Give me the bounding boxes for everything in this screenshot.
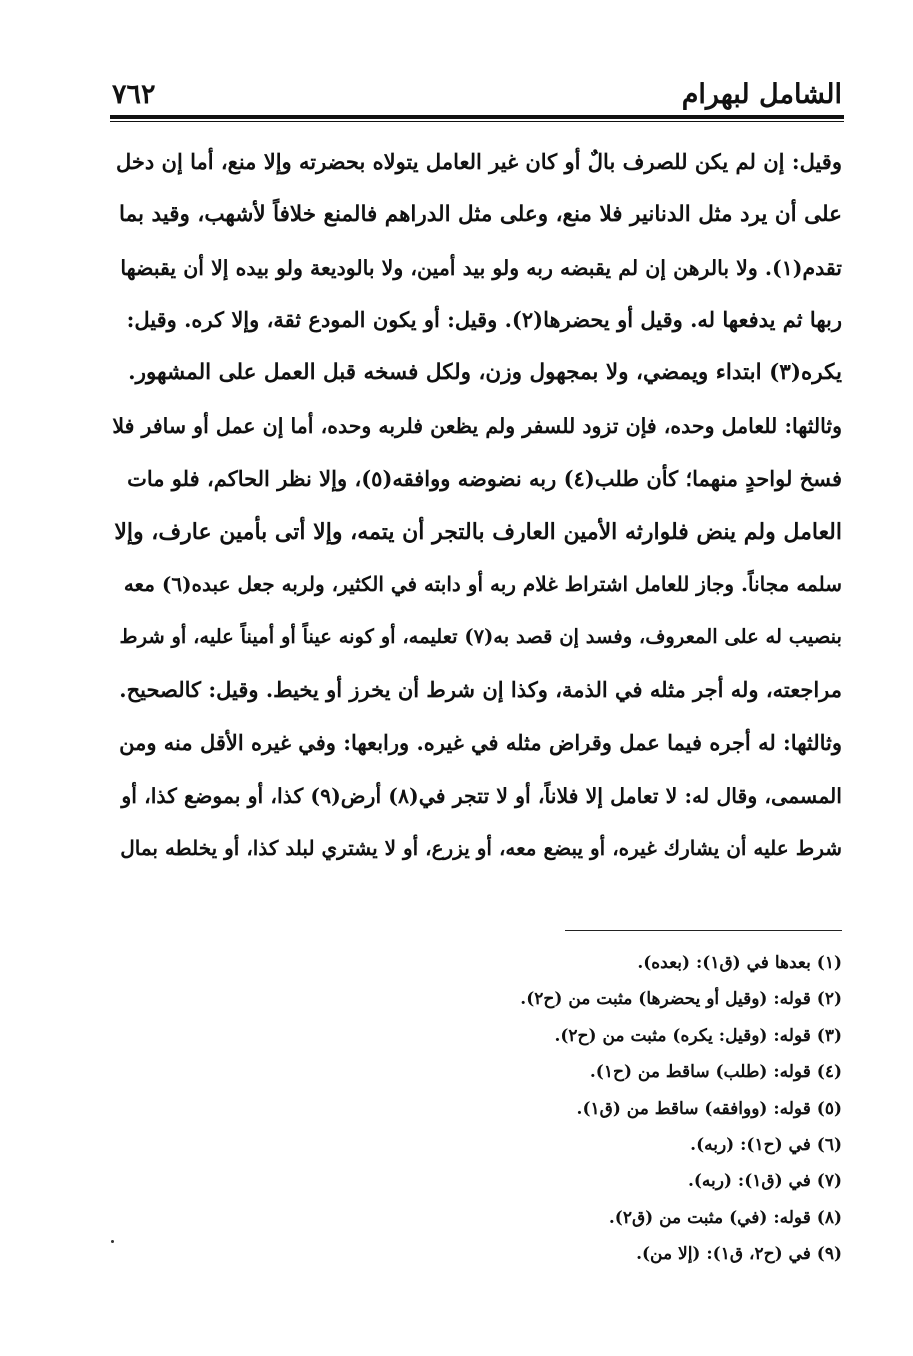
footnotes <box>112 945 842 1273</box>
running-title: الشامل لبهرام <box>681 79 842 110</box>
text-line: فسخ لواحدٍ منهما؛ كأن طلب(٤) ربه نضوضه ووافقه(٥)، وإلا نظر الحاكم، فلو مات <box>127 465 842 491</box>
text-line: وثالثها: للعامل وحده، فإن تزود للسفر ولم يظعن فلربه وحده، أما إن عمل أو سافر فلا <box>112 413 842 438</box>
text-line: وثالثها: له أجره فيما عمل وقراض مثله في غيره. ورابعها: وفي غيره الأقل منه ومن <box>119 729 842 755</box>
scan-speck <box>111 1240 114 1243</box>
footnote: (٢) قوله: (وقيل أو يحضرها) مثبت من (ح٢). <box>520 989 842 1010</box>
text-line: شرط عليه أن يشارك غيره، أو يبضع معه، أو يزرع، أو لا يشتري لبلد كذا، أو يخلطه بمال <box>120 836 842 861</box>
text-line: ربها ثم يدفعها له. وقيل أو يحضرها(٢). وقيل: أو يكون المودع ثقة، وإلا كره. وقيل: <box>126 307 842 333</box>
text-line: مراجعته، وله أجر مثله في الذمة، وكذا إن شرط أن يخرز أو يخيط. وقيل: كالصحيح. <box>119 676 842 702</box>
text-line: سلمه مجاناً. وجاز للعامل اشتراط غلام ربه أو دابته في الكثير، ولربه جعل عبده(٦) معه <box>123 572 842 597</box>
page-number: ٧٦٢ <box>112 79 156 110</box>
text-line: تقدم(١). ولا بالرهن إن لم يقبضه ربه ولو بيد أمين، ولا بالوديعة ولو بيده إلا أن يقبضها <box>120 255 842 280</box>
footnote: (٩) في (ح٢، ق١): (إلا من). <box>636 1244 842 1265</box>
main-text <box>112 136 842 896</box>
footnote: (٦) في (ح١): (ربه). <box>690 1134 842 1155</box>
header-rule <box>110 115 844 119</box>
text-line: يكره(٣) ابتداء ويمضي، ولا بمجهول وزن، ولكل فسخه قبل العمل على المشهور. <box>128 360 842 386</box>
footnote: (٧) في (ق١): (ربه). <box>687 1171 842 1192</box>
footnote: (٥) قوله: (ووافقه) ساقط من (ق١). <box>576 1098 842 1119</box>
text-line: العامل ولم ينض فلوارثه الأمين العارف بالتجر أن يتمه، وإلا أتى بأمين عارف، وإلا <box>114 518 842 545</box>
footnote-separator <box>565 930 842 931</box>
text-line: بنصيب له على المعروف، وفسد إن قصد به(٧) تعليمه، أو كونه عيناً أو أميناً عليه، أو شرط <box>119 625 842 649</box>
text-line: وقيل: إن لم يكن للصرف بالٌ أو كان غير العامل يتولاه بحضرته وإلا منع، أما إن دخل <box>115 149 842 174</box>
header-rule-thin <box>110 121 844 122</box>
footnote: (٤) قوله: (طلب) ساقط من (ح١). <box>589 1062 842 1083</box>
footnote: (٨) قوله: (في) مثبت من (ق٢). <box>608 1207 842 1228</box>
text-line: المسمى، وقال له: لا تعامل إلا فلاناً، أو لا تتجر في(٨) أرض(٩) كذا، أو بموضع كذا، أو <box>121 783 842 808</box>
page-header <box>112 62 842 110</box>
text-line: على أن يرد مثل الدنانير فلا منع، وعلى مثل الدراهم فالمنع خلافاً لأشهب، وقيد بما <box>119 201 842 227</box>
footnote: (٣) قوله: (وقيل: يكره) مثبت من (ح٢). <box>554 1025 842 1046</box>
footnote: (١) بعدها في (ق١): (بعده). <box>637 953 842 973</box>
